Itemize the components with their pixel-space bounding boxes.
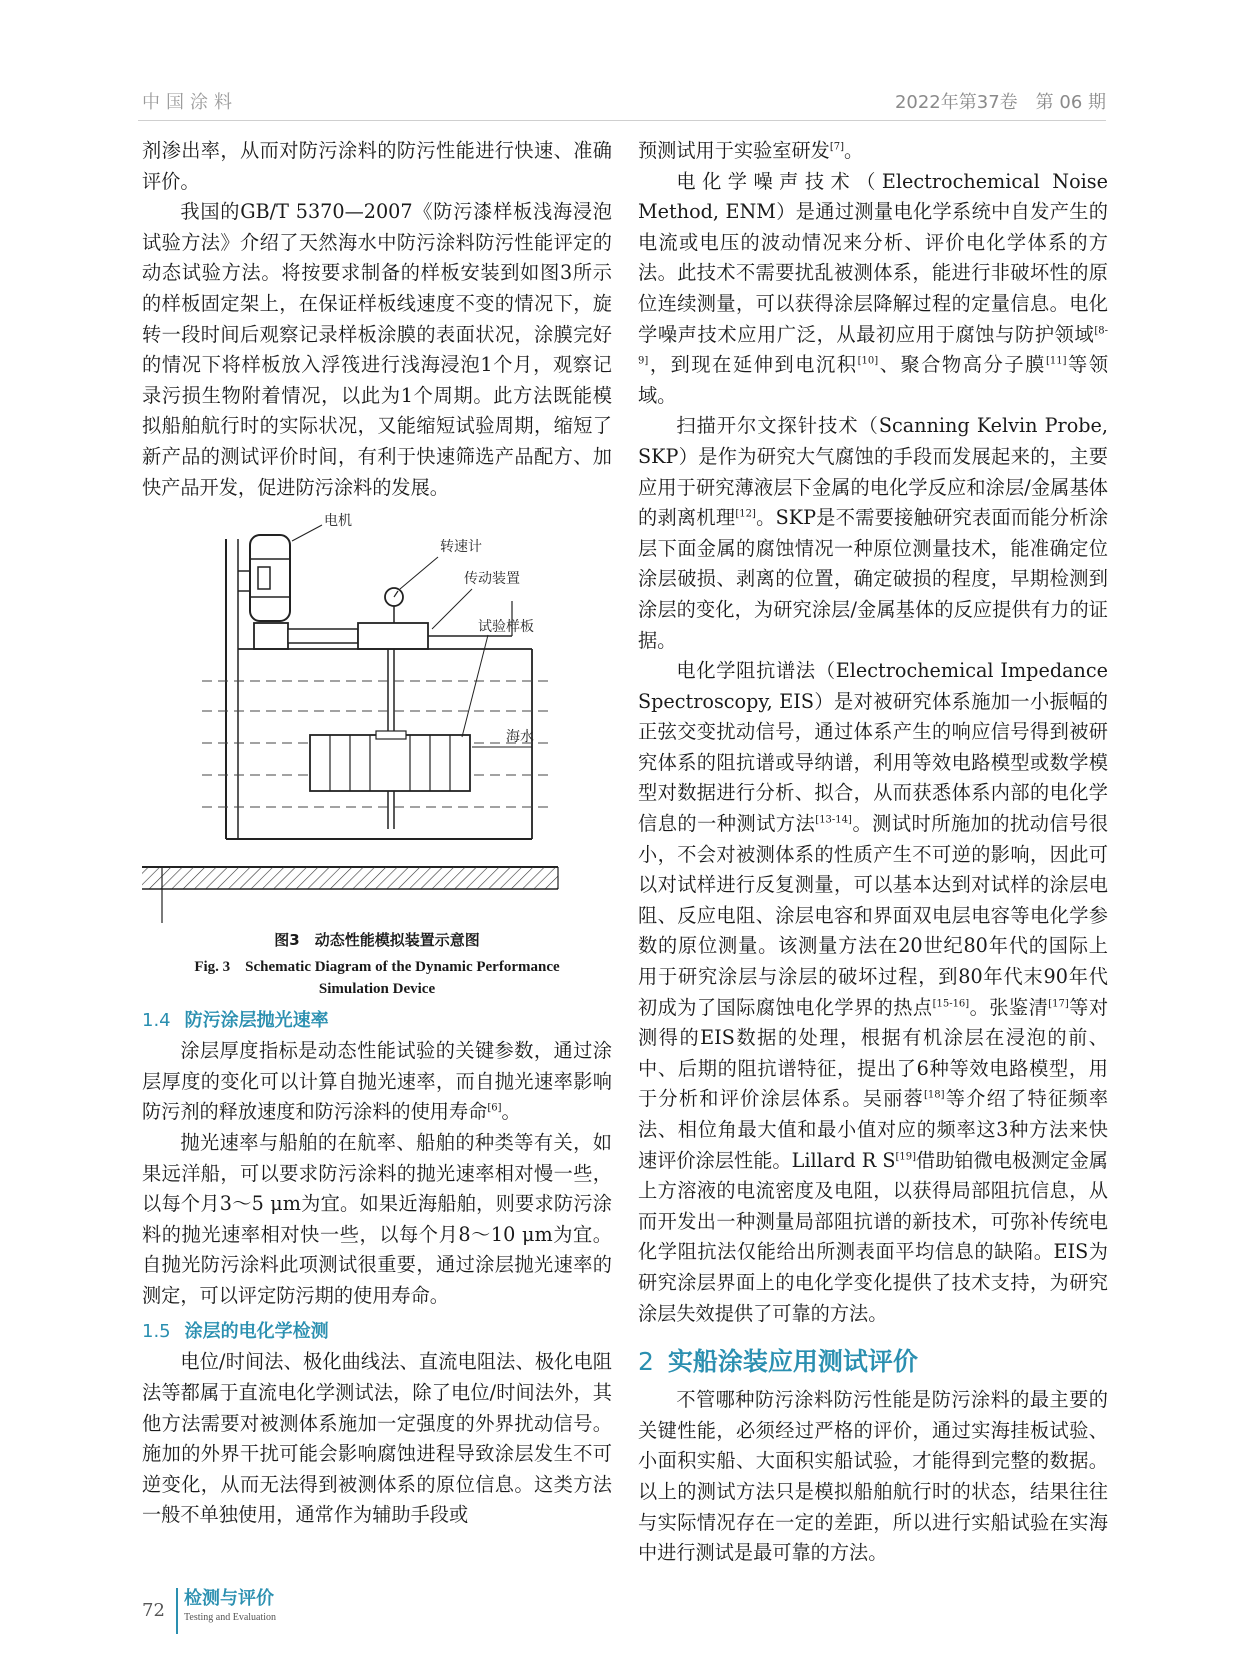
footer-section-en: Testing and Evaluation (184, 1612, 277, 1623)
figure-caption-en (142, 956, 612, 1000)
journal-name: 中国涂料 (142, 92, 238, 113)
device-diagram (142, 511, 612, 923)
citation: [6] (487, 1102, 502, 1114)
citation: [12] (735, 508, 756, 520)
transmission-icon (254, 601, 512, 649)
label-tachometer: 转速计 (440, 539, 482, 556)
citation: [19] (895, 1151, 916, 1163)
left-column (142, 136, 612, 1531)
citation: [17] (1048, 998, 1069, 1010)
figure-caption-en-line1: Fig. 3 Schematic Diagram of the Dynamic Performance (194, 959, 560, 976)
label-motor: 电机 (324, 513, 352, 530)
label-seawater: 海水 (506, 729, 534, 746)
paragraph: 电化学阻抗谱法（Electrochemical Impedance Spectroscopy, EIS）是对被研究体系施加一小振幅的正弦交变扰动信号，通过体系产生的响应信号得到被研究体系的阻抗谱或导纳谱，利用等效电路模型或数学模型对数据进行分析、拟合，从而获悉体系内部的电化学信息的一种测试方法[13-14]。测试时所施加的扰动信号很小，不会对被测体系的性质产生不可逆的影响，因此可以对试样进行反复测量，可以基本达到对试样的涂层电阻、反应电阻、涂层电容和界面双电层电容等电化学参数的原位测量。该测量方法在20世纪80年代的国际上用于研究涂层与涂层的破坏过程，到80年代末90年代初成为了国际腐蚀电化学界的热点[15-16]。张鉴清[17]等对测得的EIS数据的处理，根据有机涂层在浸泡的前、中、后期的阻抗谱特征，提出了6种等效电路模型，用于分析和评价涂层体系。吴丽蓉[18]等介绍了特征频率法、相位角最大值和最小值对应的频率这3种方法来快速评价涂层性能。Lillard R S[19]借助铂微电极测定金属上方溶液的电流密度及电阻，以获得局部阻抗信息，从而开发出一种测量局部阻抗谱的新技术，可弥补传统电化学阻抗法仅能给出所测表面平均信息的缺陷。EIS为研究涂层界面上的电化学变化提供了技术支持，为研究涂层失效提供了可靠的方法。 (638, 659, 1109, 1325)
figure-3 (142, 511, 612, 923)
label-panel: 试验样板 (478, 619, 534, 636)
section-title: 实船涂装应用测试评价 (667, 1347, 918, 1377)
section-number: 1.4 (142, 1010, 171, 1032)
section-title: 涂层的电化学检测 (184, 1321, 329, 1343)
citation: [8-9] (638, 325, 1108, 367)
section-number: 1.5 (142, 1321, 171, 1343)
citation: [10] (857, 355, 879, 367)
citation: [7] (829, 141, 845, 153)
paragraph: 不管哪种防污涂料防污性能是防污涂料的最主要的关键性能，必须经过严格的评价，通过实海挂板试验、小面积实船、大面积实船试验，才能得到完整的数据。以上的测试方法只是模拟船舶航行时的状态，结果往往与实际情况存在一定的差距，所以进行实船试验在实海中进行测试是最可靠的方法。 (638, 1388, 1108, 1565)
section-heading-2 (638, 1345, 1108, 1379)
citation: [15-16] (932, 998, 970, 1010)
footer-section-cn: 检测与评价 (184, 1588, 274, 1609)
section-number: 2 (638, 1347, 654, 1377)
paragraph: 抛光速率与船舶的在航率、船舶的种类等有关，如果远洋船，可以要求防污涂料的抛光速率相对慢一些，以每个月3～5 μm为宜。如果近海船舶，则要求防污涂料的抛光速率相对快一些，以每个月8～10 μm为宜。自抛光防污涂料此项测试很重要，通过涂层抛光速率的测定，可以评定防污期的使用寿命。 (142, 1130, 612, 1307)
paragraph: 剂渗出率，从而对防污涂料的防污性能进行快速、准确评价。 (142, 139, 612, 193)
tachometer-icon (385, 588, 403, 623)
footer-divider (176, 1588, 178, 1634)
page-number: 72 (142, 1600, 165, 1621)
citation: [13-14] (815, 814, 852, 826)
figure-caption-cn: 图3 动态性能模拟装置示意图 (274, 931, 480, 950)
paragraph: 扫描开尔文探针技术（Scanning Kelvin Probe, SKP）是作为研究大气腐蚀的手段而发展起来的，主要应用于研究薄液层下金属的电化学反应和涂层/金属基体的剥离机理[12]。SKP是不需要接触研究表面而能分析涂层下面金属的腐蚀情况一种原位测量技术，能准确定位涂层破损、剥离的位置，确定破损的程度，早期检测到涂层的变化，为研究涂层/金属基体的反应提供有力的证据。 (638, 414, 1109, 652)
paragraph: 电位/时间法、极化曲线法、直流电阻法、极化电阻法等都属于直流电化学测试法，除了电位/时间法外，其他方法需要对被测体系施加一定强度的外界扰动信号。施加的外界干扰可能会影响腐蚀进程导致涂层发生不可逆变化，从而无法得到被测体系的原位信息。这类方法一般不单独使用，通常作为辅助手段或 (142, 1350, 612, 1527)
citation: [18] (924, 1090, 945, 1102)
header-rule (138, 120, 1106, 121)
section-heading-1-4 (142, 1008, 612, 1034)
paragraph: 预测试用于实验室研发[7]。 (638, 139, 864, 162)
paragraph: 我国的GB/T 5370—2007《防污漆样板浅海浸泡试验方法》介绍了天然海水中防污涂料防污性能评定的动态试验方法。将按要求制备的样板安装到如图3所示的样板固定架上，在保证样板线速度不变的情况下，旋转一段时间后观察记录样板涂膜的表面状况，涂膜完好的情况下将样板放入浮筏进行浅海浸泡1个月，观察记录污损生物附着情况，以此为1个周期。此方法既能模拟船舶航行时的实际状况，又能缩短试验周期，缩短了新产品的测试评价时间，有利于快速筛选产品配方、加快产品开发，促进防污涂料的发展。 (142, 200, 612, 499)
paragraph: 涂层厚度指标是动态性能试验的关键参数，通过涂层厚度的变化可以计算自抛光速率，而自抛光速率影响防污剂的释放速度和防污涂料的使用寿命[6]。 (142, 1039, 612, 1124)
figure-caption-en-line2: Simulation Device (318, 981, 436, 998)
citation: [11] (1045, 355, 1067, 367)
section-heading-1-5 (142, 1319, 612, 1345)
right-column (638, 136, 1108, 1569)
test-panel-icon (310, 731, 470, 791)
issue-info: 2022年第37卷 第 06 期 (894, 92, 1106, 113)
label-transmission: 传动装置 (464, 571, 520, 588)
paragraph: 电化学噪声技术（Electrochemical Noise Method, ENM）是通过测量电化学系统中自发产生的电流或电压的波动情况来分析、评价电化学体系的方法。此技术不需要扰乱被测体系，能进行非破坏性的原位连续测量，可以获得涂层降解过程的定量信息。电化学噪声技术应用广泛，从最初应用于腐蚀与防护领域[8-9]，到现在延伸到电沉积[10]、聚合物高分子膜[11]等领域。 (638, 169, 1109, 407)
motor-icon (238, 535, 290, 621)
section-title: 防污涂层抛光速率 (184, 1010, 329, 1032)
